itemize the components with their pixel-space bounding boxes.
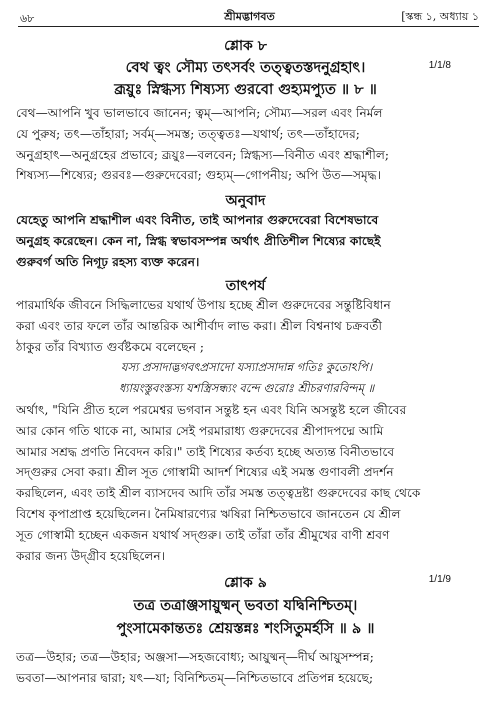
translation-text xyxy=(16,210,477,272)
verse-9-synonyms xyxy=(16,647,477,689)
verse-9-heading: শ্লোক ৯ xyxy=(224,575,267,591)
verse-8-heading: শ্লোক ৮ xyxy=(224,38,267,54)
purport-line: ঠাকুর তাঁর বিখ্যাত গুর্বষ্টকমে বলেছেন ; xyxy=(16,339,205,354)
synonym-line: ভবতা—আপনার দ্বারা; যৎ—যা; বিনিশ্চিতম্—নিশ্চিতভাবে প্রতিপন্ন হয়েছে; xyxy=(16,670,374,685)
purport-line: আমার সশ্রদ্ধ প্রণতি নিবেদন করি।" তাই শিষ্যের কর্তব্য হচ্ছে অত্যন্ত বিনীতভাবে xyxy=(16,444,395,459)
purport-paragraph-1 xyxy=(16,295,477,357)
page-header xyxy=(20,6,479,28)
verse-8-line-2: ব্রূয়ুঃ স্নিগ্ধস্য শিষ্যস্য গুরবো গুহ্যমপ্যুত ॥ ৮ ॥ xyxy=(114,81,377,98)
purport-line: অর্থাৎ, "যিনি প্রীত হলে পরমেশ্বর ভগবান সন্তুষ্ট হন এবং যিনি অসন্তুষ্ট হলে জীবের xyxy=(16,403,407,417)
translation-line: গুরুবর্গ অতি নিগূঢ় রহস্য ব্যক্ত করেন। xyxy=(16,254,200,269)
verse-8-synonyms xyxy=(16,103,477,186)
translation-line: যেহেতু আপনি শ্রদ্ধাশীল এবং বিনীত, তাই আপনার গুরুদেবেরা বিশেষভাবে xyxy=(16,213,379,227)
verse-9-line-1: তত্র তত্রাঞ্জসায়ুষ্মন্ ভবতা যদ্বিনিশ্চিতম্। xyxy=(133,597,358,614)
verse-8-reference: 1/1/8 xyxy=(428,60,451,71)
translation-heading: অনুবাদ xyxy=(225,193,266,209)
purport-line: করছিলেন, এবং তাই শ্রীল ব্যাসদেব আদি তাঁর সমস্ত তত্ত্বদ্রষ্টা গুরুদেবের কাছ থেকে xyxy=(16,486,421,501)
book-title: শ্রীমদ্ভাগবত xyxy=(224,10,275,23)
purport-line: বিশেষ কৃপাপ্রাপ্ত হয়েছিলেন। নৈমিষারণ্যের ঋষিরা নিশ্চিতভাবে জানতেন যে শ্রীল xyxy=(16,506,401,521)
quote-line: ধ্যায়ংস্তুবংস্তস্য যশস্ত্রিসন্ধ্যং বন্দে গুরোঃ শ্রীচরণারবিন্দম্ ॥ xyxy=(118,380,375,395)
purport-line: করার জন্য উদ্গ্রীব হয়েছিলেন। xyxy=(16,548,166,563)
synonym-line: অনুগ্রহাৎ—অনুগ্রহের প্রভাবে; ব্রূয়ুঃ—বলবেন; স্নিগ্ধস্য—বিনীত এবং শ্রদ্ধাশীল; xyxy=(16,147,390,162)
synonym-line: যে পুরুষ; তৎ—তাঁহারা; সর্বম্—সমস্ত; তত্ত্বতঃ—যথার্থ; তৎ—তাঁহাদের; xyxy=(16,126,360,141)
purport-line: করা এবং তার ফলে তাঁর আন্তরিক আশীর্বাদ লাভ করা। শ্রীল বিশ্বনাথ চক্রবর্তী xyxy=(16,318,382,333)
purport-paragraph-2 xyxy=(16,400,477,566)
chapter-reference: [স্কন্ধ ১, অধ্যায় ১ xyxy=(401,10,479,23)
verse-9-line-2: পুংসামেকান্ততঃ শ্রেয়স্তন্নঃ শংসিতুমর্হসি ॥ ৯ ॥ xyxy=(116,620,375,637)
header-rule xyxy=(18,26,479,27)
page-number: ৬৮ xyxy=(20,12,35,25)
purport-line: আর কোন গতি থাকে না, আমার সেই পরমারাধ্য গুরুদেবের শ্রীপাদপদ্মে আমি xyxy=(16,423,384,438)
verse-9-reference: 1/1/9 xyxy=(428,574,451,585)
synonym-line: তত্র—উহার; তত্র—উহার; অঞ্জসা—সহজবোধ্য; আয়ুষ্মন্—দীর্ঘ আয়ুসম্পন্ন; xyxy=(16,650,374,664)
synonym-line: বেথ—আপনি খুব ভালভাবে জানেন; ত্বম্—আপনি; সৌম্য—সরল এবং নির্মল xyxy=(16,106,383,120)
purport-line: সূত গোস্বামী হচ্ছেন একজন যথার্থ সদ্গুরু। তাই তাঁরা তাঁর শ্রীমুখের বাণী শ্রবণ xyxy=(16,527,390,542)
purport-heading: তাৎপর্য xyxy=(225,278,266,294)
sanskrit-quote xyxy=(16,357,477,399)
verse-8-line-1: বেথ ত্বং সৌম্য তৎসর্বং তত্ত্বতস্তদনুগ্রহাৎ। xyxy=(125,59,366,76)
synonym-line: শিষ্যস্য—শিষ্যের; গুরবঃ—গুরুদেবেরা; গুহ্যম্—গোপনীয়; অপি উত—সমৃদ্ধ। xyxy=(16,168,382,183)
purport-line: সদ্গুরুর সেবা করা। শ্রীল সূত গোস্বামী আদর্শ শিষ্যের এই সমস্ত গুণাবলী প্রদর্শন xyxy=(16,465,394,480)
translation-line: অনুগ্রহ করেছেন। কেন না, স্নিগ্ধ স্বভাবসম্পন্ন অর্থাৎ প্রীতিশীল শিষ্যের কাছেই xyxy=(16,233,381,248)
quote-line: যস্য প্রসাদাদ্ভগবৎপ্রসাদো যস্যাপ্রসাদান্ন গতিঃ কুতোঽপি। xyxy=(120,360,373,374)
purport-line: পারমার্থিক জীবনে সিদ্ধিলাভের যথার্থ উপায় হচ্ছে শ্রীল গুরুদেবের সন্তুষ্টিবিধান xyxy=(16,298,391,312)
